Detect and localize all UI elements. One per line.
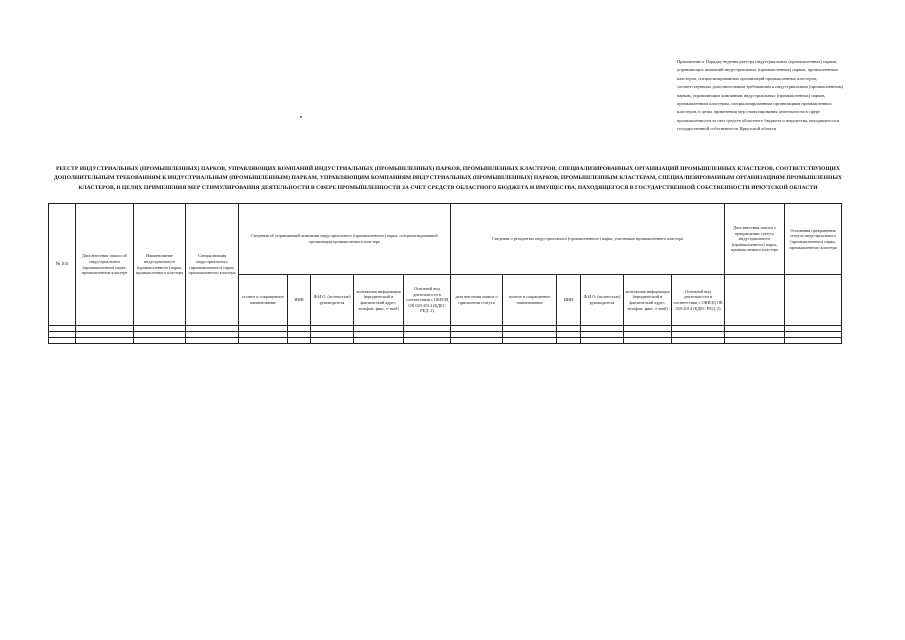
subheader-res-head: Ф.И.О. (полностью) руководителя [581,275,624,326]
header-cell-number: № п/п [49,204,76,326]
registry-table [48,203,842,344]
header-cell-grounds: Основания прекращения статуса индустриального (промышленного) парка, промышленного кластера [785,204,842,275]
subheader-mgmt-name: полное и сокращенное наименование [239,275,288,326]
header-row-1 [49,204,842,275]
header-group-management: Сведения об управляющей компании индустриального (промышленного) парка, специализированной организации промышленного кластера [239,204,451,275]
table-row [49,338,842,344]
header-group-residents: Сведения о резидентах индустриального (промышленного) парка, участниках промышленного кластера [451,204,725,275]
subheader-mgmt-contacts: контактная информация (юридический и фактический адрес, телефон, факс, e-mail) [354,275,404,326]
scan-speck [300,116,302,118]
header-cell-specialization: Специализация индустриального (промышленного) парка, промышленного кластера [186,204,239,326]
subheader-empty-a [725,275,785,326]
subheader-empty-b [785,275,842,326]
subheader-res-date: дата внесения записи о присвоении статуса [451,275,503,326]
subheader-res-contacts: контактная информация (юридический и фактический адрес, телефон, факс, e-mail) [624,275,672,326]
subheader-res-okved: Основной вид деятельности в соответствии с ОКВЭД ОК 029-2014 (КДЕС РЕД. 2) [672,275,725,326]
header-cell-date-assign: Дата внесения записи о прекращении статуса индустриального (промышленного) парка, промышленного кластера [725,204,785,275]
document-title: РЕЕСТР ИНДУСТРИАЛЬНЫХ (ПРОМЫШЛЕННЫХ) ПАРКОВ, УПРАВЛЯЮЩИХ КОМПАНИЙ ИНДУСТРИАЛЬНЫХ (ПРОМЫШЛЕННЫХ) ПАРКОВ, ПРОМЫШЛЕННЫХ КЛАСТЕРОВ, СПЕЦИАЛИЗИРОВАННЫХ ОРГАНИЗАЦИЙ ПРОМЫШЛЕННЫХ КЛАСТЕРОВ, СООТВЕТСТВУЮЩИХ ДОПОЛНИТЕЛЬНЫМ ТРЕБОВАНИЯМ К ИНДУСТРИАЛЬНЫМ (ПРОМЫШЛЕННЫМ) ПАРКАМ, УПРАВЛЯЮЩИМ КОМПАНИЯМ ИНДУСТРИАЛЬНЫХ (ПРОМЫШЛЕННЫХ) ПАРКОВ, ПРОМЫШЛЕННЫМ КЛАСТЕРАМ, СПЕЦИАЛИЗИРОВАННЫМ ОРГАНИЗАЦИЯМ ПРОМЫШЛЕННЫХ КЛАСТЕРОВ, В ЦЕЛЯХ ПРИМЕНЕНИЯ МЕР СТИМУЛИРОВАНИЯ ДЕЯТЕЛЬНОСТИ В СФЕРЕ ПРОМЫШЛЕННОСТИ ЗА СЧЕТ СРЕДСТВ ОБЛАСТНОГО БЮДЖЕТА И ИМУЩЕСТВА, НАХОДЯЩЕГОСЯ В ГОСУДАРСТВЕННОЙ СОБСТВЕННОСТИ ИРКУТСКОЙ ОБЛАСТИ [53,166,843,191]
annex-note: Приложение к Порядку ведения реестра индустриальных (промышленных) парков, управляющих компаний индустриальных (промышленных) парков, промышленных кластеров, специализированных организаций промышленных кластеров, соответствующих дополнительным требованиям к индустриальным (промышленным) паркам, управляющим компаниям индустриальных (промышленных) парков, промышленным кластерам, специализированным организациям промышленных кластеров, в целях применения мер стимулирования деятельности в сфере промышленности за счет средств областного бюджета и имущества, находящегося в государственной собственности Иркутской области [677,59,844,132]
subheader-res-name: полное и сокращенное наименование [503,275,557,326]
subheader-mgmt-inn: ИНН [288,275,311,326]
subheader-mgmt-okved: Основной вид деятельности в соответствии с ОКВЭД ОК 029-2014 (КДЕС РЕД. 2) [404,275,451,326]
subheader-mgmt-head: Ф.И.О. (полностью) руководителя [311,275,354,326]
header-cell-name: Наименование индустриального (промышленного) парка, промышленного кластера [134,204,186,326]
header-cell-date-entry: Дата внесения записи об индустриальном (промышленном) парке, промышленном кластере [76,204,134,326]
subheader-res-inn: ИНН [557,275,581,326]
